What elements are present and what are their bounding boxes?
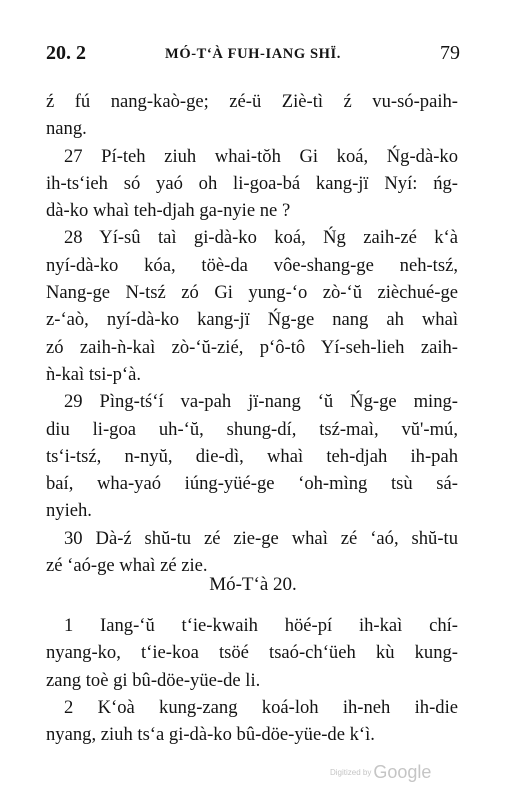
text-line: nyang-ko, t‘ie-koa tsöé tsaó-ch‘üeh kù kung- [46,642,458,664]
text-line: z-‘aò, nyí-dà-ko kang-jï Ńg-ge nang ah whaì [46,309,458,331]
text-line: baí, wha-yaó iúng-yüé-ge ‘oh-mìng tsù sá- [46,473,458,495]
header-running-title: MÓ-T‘À FUH-IANG SHÏ. [165,46,341,62]
text-line: nyí-dà-ko kóa, töè-da vôe-shang-ge neh-tsź, [46,254,458,276]
verse-paragraph [46,143,458,225]
text-line: 28 Yí-sû taì gi-dà-ko koá, Ńg zaih-zé k‘à [64,227,458,249]
digitized-by-text: Digitized by [330,768,372,777]
text-line: 30 Dà-ź shŭ-tu zé zie-ge whaì zé ‘aó, shŭ-tu [64,527,458,549]
text-line: zang toè gi bû-döe-yüe-de li. [46,669,261,691]
verse-paragraph [46,694,458,749]
verse-paragraph [46,612,458,694]
text-line: zó zaih-ǹ-kaì zò-‘ŭ-zié, p‘ô-tô Yí-seh-lieh zaih- [46,336,458,358]
text-line: ź fú nang-kaò-ge; zé-ü Ziè-tì ź vu-só-paih- [46,91,458,112]
text-line: diu li-goa uh-‘ŭ, shung-dí, tsź-maì, vŭ'-mú, [46,418,458,440]
text-line: nang. [46,118,87,140]
text-line: 1 Iang-‘ŭ t‘ie-kwaih höé-pí ih-kaì chí- [64,615,458,636]
text-line: 27 Pí-teh ziuh whai-tŏh Gi koá, Ńg-dà-ko [64,145,458,167]
text-line: dà-ko whaì teh-djah ga-nyie ne ? [46,200,291,222]
header-chapter-verse: 20. 2 [46,42,86,64]
google-digitized-watermark [330,762,431,783]
page-number: 79 [440,42,460,64]
google-logo-text: Google [373,762,432,782]
chapter-heading: Mó-T‘à 20. [209,574,297,595]
text-line: 29 Pìng-tś‘í va-pah jï-nang ‘ŭ Ńg-ge ming- [64,391,458,413]
verse-paragraph [46,388,458,524]
verse-paragraph [46,525,458,580]
text-line: ts‘i-tsź, n-nyŭ, die-dì, whaì teh-djah ih-pah [46,445,458,467]
text-line: nyieh. [46,500,92,522]
running-header [46,42,460,68]
text-line: zé ‘aó-ge whaì zé zie. [46,555,208,577]
text-line: ǹ-kaì tsi-p‘à. [46,363,142,385]
text-block-chapter-20 [46,612,458,748]
verse-paragraph [46,88,458,143]
text-line: Nang-ge N-tsź zó Gi yung-‘o zò-‘ŭ zièchué-ge [46,282,458,304]
text-line: ih-ts‘ieh só yaó oh li-goa-bá kang-jï Nyí: ńg- [46,172,458,194]
text-line: nyang, ziuh ts‘a gi-dà-ko bû-döe-yüe-de k‘ì. [46,724,375,746]
text-line: 2 K‘oà kung-zang koá-loh ih-neh ih-die [64,696,458,718]
text-block-chapter-19-end [46,88,458,579]
verse-paragraph [46,224,458,388]
